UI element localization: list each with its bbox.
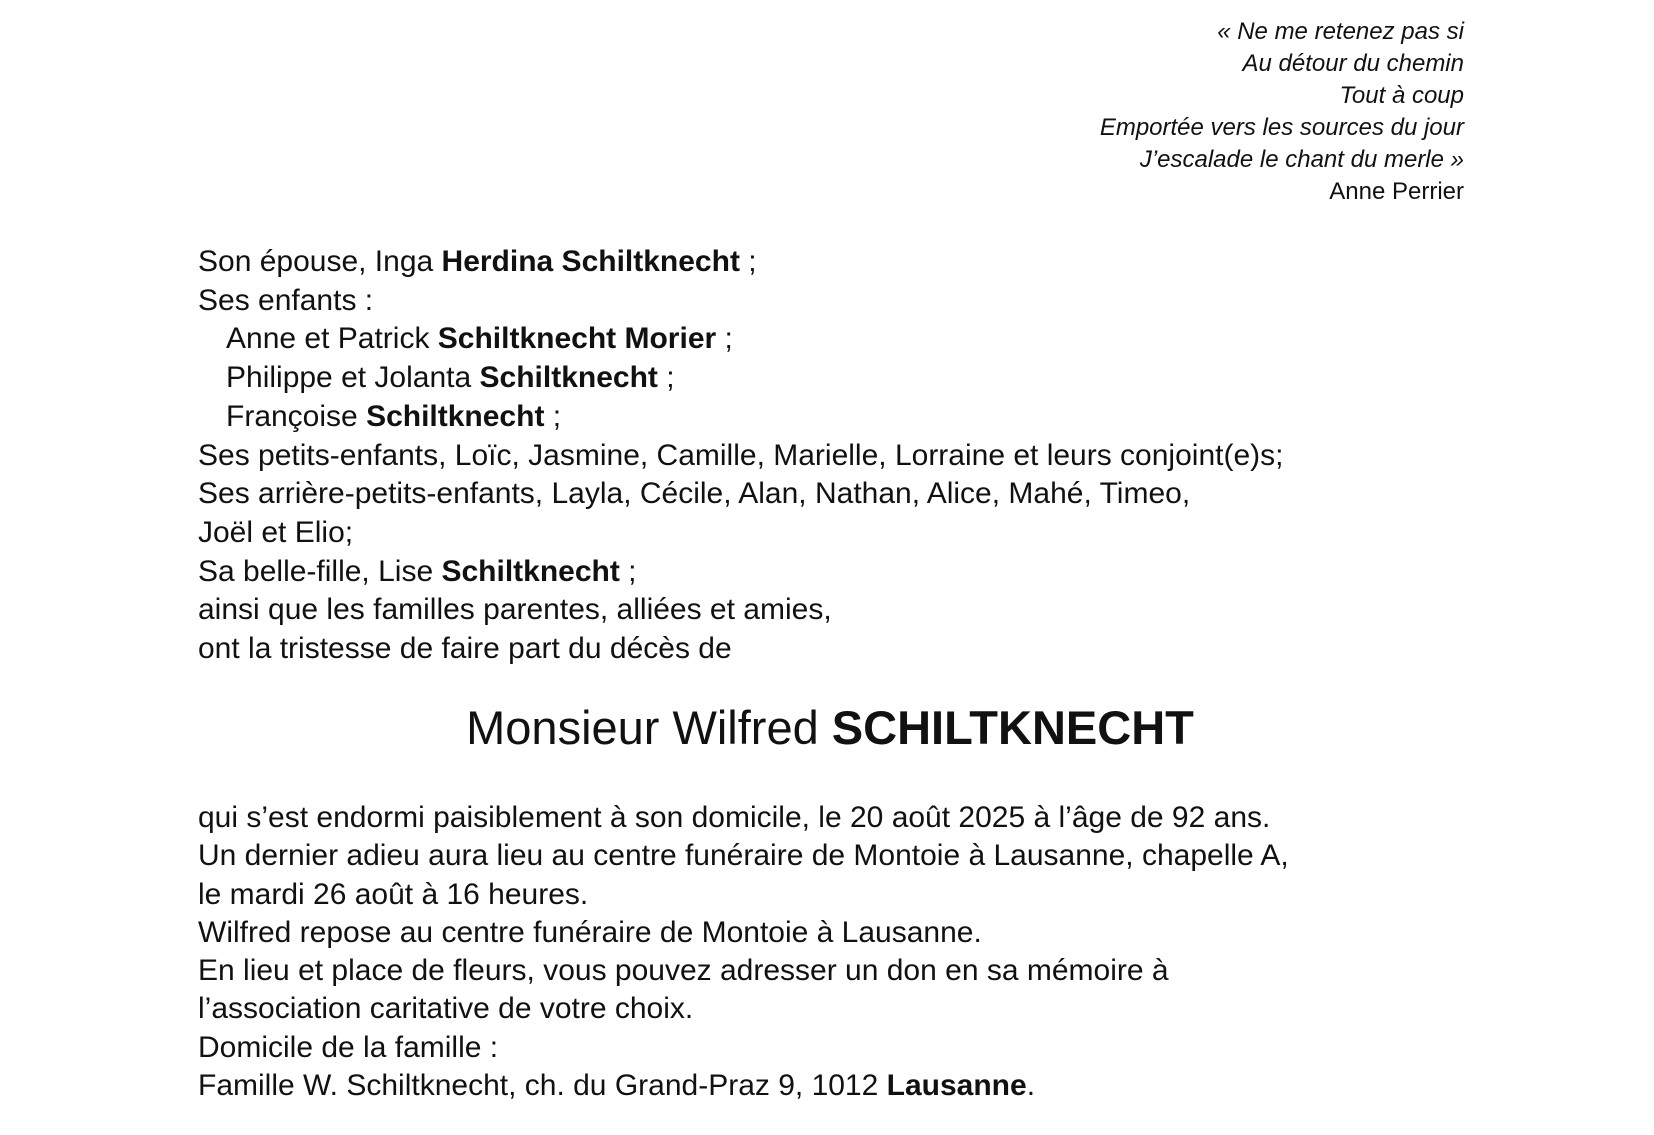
daughter-in-law-line [198,553,1283,592]
child-suffix: ; [544,399,562,433]
family-address-line [198,1067,1289,1105]
details-line: qui s’est endormi paisiblement à son domicile, le 20 août 2025 à l’âge de 92 ans. [198,801,1271,834]
deceased-prefix: Monsieur Wilfred [466,701,832,754]
poem-author: Anne Perrier [1329,178,1464,205]
details-line: Domicile de la famille : [198,1030,499,1064]
details-line: Un dernier adieu aura lieu au centre funéraire de Montoie à Lausanne, chapelle A, [198,839,1289,873]
child-prefix: Françoise [226,399,367,433]
details-line: le mardi 26 août à 16 heures. [198,877,589,911]
daughter-in-law-prefix: Sa belle-fille, Lise [198,554,442,588]
daughter-in-law-suffix: ; [619,554,637,588]
spouse-suffix: ; [739,245,757,278]
poem-line: J’escalade le chant du merle » [1139,146,1464,173]
spouse-name: Herdina Schiltknecht [441,245,740,278]
child-name: Schiltknecht [366,399,545,433]
child-prefix: Philippe et Jolanta [226,361,480,395]
details-line: En lieu et place de fleurs, vous pouvez adresser un don en sa mémoire à [198,954,1169,988]
poem-line: Tout à coup [1339,82,1464,109]
daughter-in-law-name: Schiltknecht [441,554,620,588]
child-suffix: ; [716,322,733,356]
child-line [198,398,1283,437]
child-name: Schiltknecht Morier [437,322,717,356]
address-prefix: Famille W. Schiltknecht, ch. du Grand-Praz 9, 1012 [198,1069,887,1103]
great-grandchildren-line: Joël et Elio; [198,515,354,549]
grandchildren-line: Ses petits-enfants, Loïc, Jasmine, Camille, Marielle, Lorraine et leurs conjoint(e)s; [198,438,1284,472]
poem-line: Au détour du chemin [1242,50,1464,77]
spouse-prefix: Son épouse, Inga [198,245,442,278]
family-list [198,243,1283,669]
poem-line: Emportée vers les sources du jour [1099,114,1464,141]
child-prefix: Anne et Patrick [226,322,438,356]
deceased-name [0,700,1654,756]
child-line [198,359,1283,398]
child-line [198,320,1283,359]
funeral-details [198,799,1289,1105]
deceased-surname: SCHILTKNECHT [831,701,1194,754]
details-line: l’association caritative de votre choix. [198,992,694,1026]
details-line: Wilfred repose au centre funéraire de Montoie à Lausanne. [198,915,982,949]
epigraph-poem [1100,16,1464,208]
address-city: Lausanne [886,1069,1027,1103]
announcement-line: ont la tristesse de faire part du décès de [198,632,732,666]
child-name: Schiltknecht [479,361,658,395]
child-suffix: ; [657,361,675,395]
address-suffix: . [1026,1069,1036,1103]
poem-line: « Ne me retenez pas si [1217,18,1464,45]
great-grandchildren-line: Ses arrière-petits-enfants, Layla, Cécile, Alan, Nathan, Alice, Mahé, Timeo, [198,477,1191,511]
children-heading: Ses enfants : [198,283,374,317]
spouse-line [198,243,1283,282]
extended-families-line: ainsi que les familles parentes, alliées et amies, [198,593,832,627]
